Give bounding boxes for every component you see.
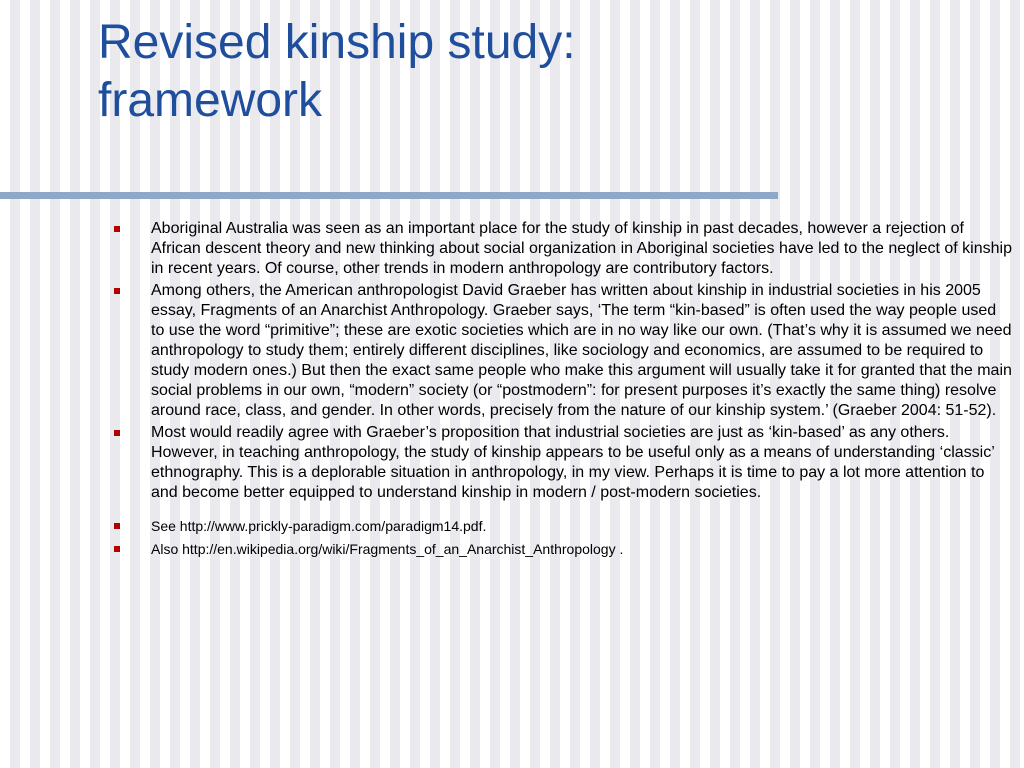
reference-item-2 (112, 540, 1012, 558)
square-bullet-icon (114, 523, 120, 529)
square-bullet-icon (114, 226, 120, 232)
square-bullet-icon (114, 288, 120, 294)
slide-title-line-2: framework (98, 74, 323, 127)
bullet-list (112, 219, 1012, 558)
bullet-text: Aboriginal Australia was seen as an important place for the study of kinship in past decades, however a rejection of African descent theory and new thinking about social organization in Aboriginal societies have led to the neglect of kinship in recent years. Of course, other trends in modern anthropology are contributory factors. (151, 220, 1012, 277)
reference-text: Also http://en.wikipedia.org/wiki/Fragments_of_an_Anarchist_Anthropology . (151, 541, 624, 557)
bullet-item-2 (112, 281, 1012, 421)
slide-title-line-1: Revised kinship study: (98, 16, 576, 69)
bullet-item-1 (112, 219, 1012, 279)
title-divider (0, 192, 778, 199)
square-bullet-icon (114, 546, 120, 552)
slide-title (98, 14, 958, 130)
bullet-item-3 (112, 423, 1012, 503)
bullet-text: Most would readily agree with Graeber’s proposition that industrial societies are just as ‘kin-based’ as any others. However, in teaching anthropology, the study of kinship appears to be useful only as a means of understanding ‘classic’ ethnography. This is a deplorable situation in anthropology, in my view. Perhaps it is time to pay a lot more attention to and become better equipped to understand kinship in modern / post-modern societies. (151, 424, 995, 501)
square-bullet-icon (114, 430, 120, 436)
reference-text: See http://www.prickly-paradigm.com/paradigm14.pdf. (151, 518, 487, 534)
bullet-text: Among others, the American anthropologist David Graeber has written about kinship in industrial societies in his 2005 essay, Fragments of an Anarchist Anthropology. Graeber says, ‘The term “kin-based” is often used the way people used to use the word “primitive”; these are exotic societies which are in no way like our own. (That’s why it is assumed we need anthropology to study them; entirely different disciplines, like sociology and economics, are assumed to be required to study modern ones.) But then the exact same people who make this argument will usually take it for granted that the main social problems in our own, “modern” society (or “postmodern”: for present purposes it’s exactly the same thing) resolve around race, class, and gender. In other words, precisely from the nature of our kinship system.’ (Graeber 2004: 51-52). (151, 282, 1012, 419)
reference-item-1 (112, 517, 1012, 535)
